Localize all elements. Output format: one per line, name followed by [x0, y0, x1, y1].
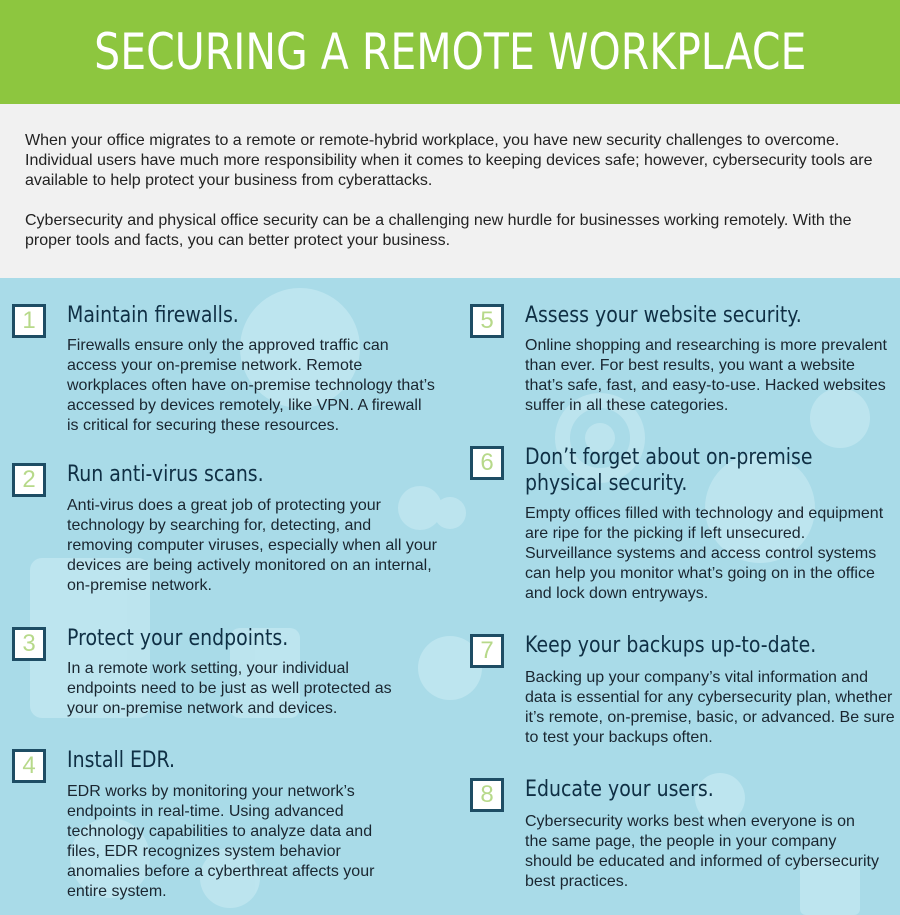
tip-number-1: 1: [12, 304, 46, 338]
tip-desc-1: Firewalls ensure only the approved traffic can access your on-premise network. Remote workplaces often have on-premise technology that’s accessed by devices remotely, like VPN. A firewall is critical for securing these resources.: [67, 337, 435, 434]
tip-title-4: Install EDR.: [67, 748, 175, 773]
tip-desc-4: EDR works by monitoring your network’s endpoints in real-time. Using advanced technology capabilities to analyze data and files, EDR recognizes system behavior anomalies before a cyberthreat affects your entire system.: [67, 783, 375, 900]
page-title: SECURING A REMOTE WORKPLACE: [93, 23, 807, 81]
tip-title-5: Assess your website security.: [525, 303, 802, 328]
tip-desc-2: Anti-virus does a great job of protecting your technology by searching for, detecting, and removing computer viruses, especially when all your devices are being actively monitored on an internal, on-premise network.: [67, 497, 437, 594]
tip-number-5: 5: [470, 304, 504, 338]
tip-number-3: 3: [12, 627, 46, 661]
tip-desc-3: In a remote work setting, your individual endpoints need to be just as well protected as your on-premise network and devices.: [67, 660, 392, 717]
tip-number-2: 2: [12, 463, 46, 497]
tip-number-4: 4: [12, 749, 46, 783]
header-banner: [0, 0, 900, 104]
intro-paragraph-1: When your office migrates to a remote or remote-hybrid workplace, you have new security challenges to overcome. Individual users have much more responsibility when it comes to keeping devices safe; however, cybersecurity tools are available to help protect your business from cyberattacks.: [25, 132, 873, 189]
tip-title-3: Protect your endpoints.: [67, 626, 289, 651]
tip-title-2: Run anti-virus scans.: [67, 462, 264, 487]
tip-desc-5: Online shopping and researching is more prevalent than ever. For best results, you want a website that’s safe, fast, and easy-to-use. Hacked websites suffer in all these categories.: [525, 337, 887, 414]
tip-title-6: Don’t forget about on-premise physical security.: [525, 445, 813, 496]
tip-title-8: Educate your users.: [525, 777, 714, 802]
tip-title-1: Maintain firewalls.: [67, 303, 239, 328]
tip-desc-6: Empty offices filled with technology and equipment are ripe for the picking if left unsecured. Surveillance systems and access control systems can help you monitor what’s going on in the office and lock down entryways.: [525, 505, 884, 602]
intro-paragraph-2: Cybersecurity and physical office security can be a challenging new hurdle for businesses working remotely. With the proper tools and facts, you can better protect your business.: [25, 212, 852, 249]
tip-number-8: 8: [470, 778, 504, 812]
tip-desc-7: Backing up your company’s vital information and data is essential for any cybersecurity plan, whether it’s remote, on-premise, basic, or advanced. Be sure to test your backups often.: [525, 669, 895, 746]
intro-section: [0, 104, 900, 278]
tip-title-7: Keep your backups up-to-date.: [525, 633, 817, 658]
tip-number-7: 7: [470, 634, 504, 668]
tip-desc-8: Cybersecurity works best when everyone is on the same page, the people in your company should be educated and informed of cybersecurity best practices.: [525, 813, 879, 890]
tips-section: [0, 278, 900, 915]
tip-number-6: 6: [470, 446, 504, 480]
